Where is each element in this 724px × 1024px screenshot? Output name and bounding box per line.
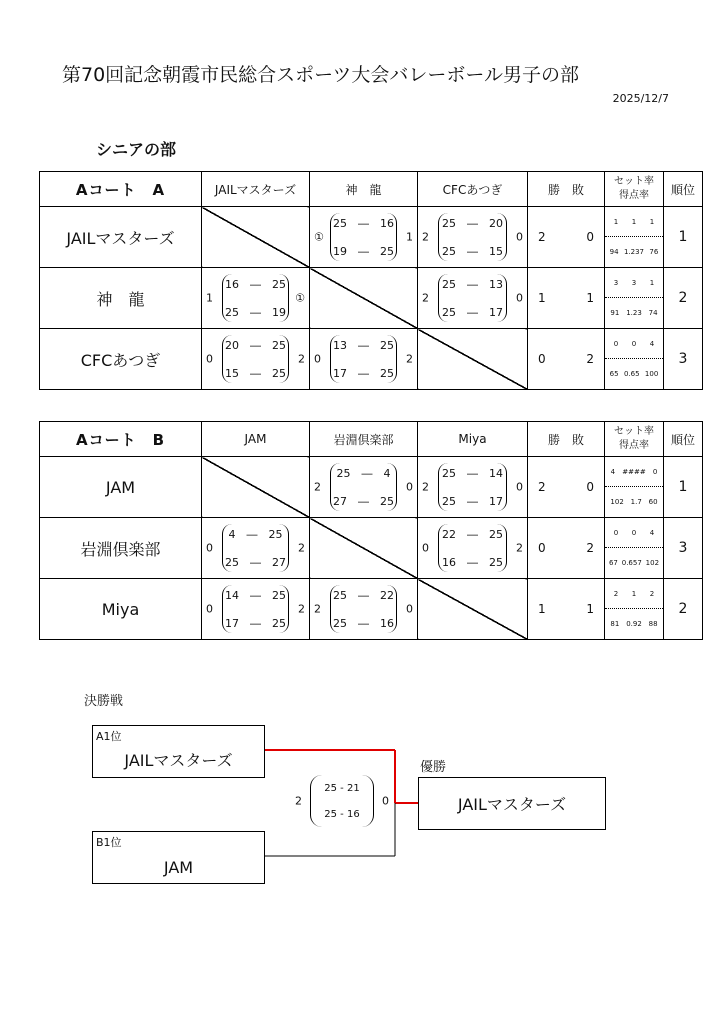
- row-team-name: JAM: [40, 457, 202, 518]
- set-score-1: 22 ― 25: [442, 528, 503, 541]
- losses: 2: [586, 541, 594, 555]
- losses: 1: [586, 602, 594, 616]
- sets-won-right: 0: [516, 480, 523, 494]
- point-rate-value: 88: [648, 620, 658, 628]
- set-score-1: 4 ― 25: [228, 528, 283, 541]
- set-rate-value: ####: [622, 467, 646, 476]
- final-score-right: 0: [382, 794, 389, 808]
- final-a-label: A1位: [96, 730, 122, 743]
- point-rate-value: 0.92: [626, 620, 642, 628]
- rank: 3: [664, 329, 703, 390]
- row-team-name: CFCあつぎ: [40, 329, 202, 390]
- sets-won-right: 2: [298, 352, 305, 366]
- set-score-1: 25 ― 4: [336, 467, 391, 480]
- set-score-1: 16 ― 25: [225, 278, 286, 291]
- column-header-rank: 順位: [664, 422, 703, 457]
- sets-won-right: 0: [516, 291, 523, 305]
- column-header-rank: 順位: [664, 172, 703, 207]
- date: 2025/12/7: [612, 92, 669, 105]
- sets-won-right: 2: [406, 352, 413, 366]
- sets-won-left: 2: [314, 480, 321, 494]
- rank: 1: [664, 457, 703, 518]
- point-rate-value: 91: [610, 309, 620, 317]
- sets-won-left: 1: [206, 291, 213, 305]
- sets-won-right: ①: [295, 291, 305, 305]
- set-rate-value: 2: [613, 589, 619, 598]
- column-header-wins-losses: 勝 敗: [528, 422, 605, 457]
- point-rate-label: 得点率: [619, 190, 649, 201]
- set-rate-value: 0: [613, 339, 619, 348]
- set-rate-label: セット率: [614, 176, 654, 187]
- set-rate-value: 1: [631, 217, 637, 226]
- set-rate-value: 4: [610, 467, 616, 476]
- column-header-team: Miya: [418, 422, 528, 457]
- court-label: Aコート A: [40, 172, 202, 207]
- point-rate-value: 60: [648, 498, 658, 506]
- sets-won-right: 1: [406, 230, 413, 244]
- point-rate-value: 81: [610, 620, 620, 628]
- set-score-2: 25 ― 19: [225, 306, 286, 319]
- losses: 2: [586, 352, 594, 366]
- sets-won-left: 0: [206, 352, 213, 366]
- section-title: シニアの部: [96, 140, 177, 159]
- wins: 1: [538, 602, 546, 616]
- set-score-1: 20 ― 25: [225, 339, 286, 352]
- point-rate-value: 94: [609, 248, 619, 256]
- set-rate-value: 0: [613, 528, 619, 537]
- point-rate-value: 1.7: [630, 498, 642, 506]
- set-rate-value: 1: [631, 589, 637, 598]
- sets-won-right: 0: [406, 480, 413, 494]
- sets-won-right: 2: [298, 602, 305, 616]
- set-rate-label: セット率: [614, 426, 654, 437]
- wins: 2: [538, 230, 546, 244]
- rank: 3: [664, 518, 703, 579]
- set-rate-value: 0: [631, 528, 637, 537]
- column-header-team: JAM: [202, 422, 310, 457]
- final-team-b-box: [92, 831, 265, 884]
- sets-won-left: 2: [422, 291, 429, 305]
- sets-won-right: 0: [406, 602, 413, 616]
- final-match-score: [290, 775, 394, 827]
- point-rate-label: 得点率: [619, 440, 649, 451]
- set-score-1: 14 ― 25: [225, 589, 286, 602]
- column-header-team: CFCあつぎ: [418, 172, 528, 207]
- set-rate-value: 2: [649, 589, 655, 598]
- point-rate-value: 102: [645, 559, 660, 567]
- set-rate-value: 3: [631, 278, 637, 287]
- sets-won-left: 2: [422, 230, 429, 244]
- set-score-1: 25 ― 14: [442, 467, 503, 480]
- rank: 2: [664, 579, 703, 640]
- set-score-2: 16 ― 25: [442, 556, 503, 569]
- wins: 0: [538, 541, 546, 555]
- final-score-left: 2: [295, 794, 302, 808]
- court-label: Aコート B: [40, 422, 202, 457]
- set-score-2: 19 ― 25: [333, 245, 394, 258]
- point-rate-value: 1.23: [626, 309, 642, 317]
- column-header-team: JAILマスターズ: [202, 172, 310, 207]
- set-rate-value: 4: [649, 339, 655, 348]
- set-score-2: 25 ― 16: [333, 617, 394, 630]
- sets-won-left: 0: [422, 541, 429, 555]
- set-rate-value: 1: [613, 217, 619, 226]
- final-b-label: B1位: [96, 836, 122, 849]
- set-rate-value: 3: [613, 278, 619, 287]
- point-rate-value: 76: [649, 248, 659, 256]
- losses: 0: [586, 480, 594, 494]
- rank: 1: [664, 207, 703, 268]
- column-header-wins-losses: 勝 敗: [528, 172, 605, 207]
- set-rate-value: 1: [649, 278, 655, 287]
- set-score-2: 25 ― 17: [442, 306, 503, 319]
- final-title: 決勝戦: [84, 694, 124, 709]
- sets-won-right: 2: [298, 541, 305, 555]
- set-score-2: 25 ― 27: [225, 556, 286, 569]
- rank: 2: [664, 268, 703, 329]
- set-score-1: 25 ― 20: [442, 217, 503, 230]
- final-team-a-box: [92, 725, 265, 778]
- set-rate-value: 0: [652, 467, 658, 476]
- point-rate-value: 67: [608, 559, 618, 567]
- row-team-name: 岩淵倶楽部: [40, 518, 202, 579]
- row-team-name: JAILマスターズ: [40, 207, 202, 268]
- point-rate-value: 74: [648, 309, 658, 317]
- point-rate-value: 100: [644, 370, 659, 378]
- set-score-1: 25 ― 16: [333, 217, 394, 230]
- set-rate-value: 1: [649, 217, 655, 226]
- wins: 2: [538, 480, 546, 494]
- page-title: 第70回記念朝霞市民総合スポーツ大会バレーボール男子の部: [62, 64, 580, 86]
- final-a-team: JAILマスターズ: [124, 751, 233, 770]
- final-set-1: 25 - 21: [324, 783, 360, 794]
- sets-won-left: 0: [314, 352, 321, 366]
- set-score-2: 17 ― 25: [225, 617, 286, 630]
- sets-won-left: 2: [422, 480, 429, 494]
- set-score-2: 15 ― 25: [225, 367, 286, 380]
- point-rate-value: 65: [609, 370, 619, 378]
- set-score-2: 25 ― 15: [442, 245, 503, 258]
- set-score-1: 25 ― 22: [333, 589, 394, 602]
- sets-won-left: 0: [206, 541, 213, 555]
- column-header-team: 岩淵倶楽部: [310, 422, 418, 457]
- losses: 1: [586, 291, 594, 305]
- sets-won-right: 2: [516, 541, 523, 555]
- sets-won-left: 0: [206, 602, 213, 616]
- set-rate-value: 4: [649, 528, 655, 537]
- point-rate-value: 0.65: [623, 370, 640, 378]
- point-rate-value: 1.237: [623, 248, 644, 256]
- set-score-2: 27 ― 25: [333, 495, 394, 508]
- wins: 0: [538, 352, 546, 366]
- sets-won-left: 2: [314, 602, 321, 616]
- column-header-team: 神 龍: [310, 172, 418, 207]
- point-rate-value: 102: [610, 498, 624, 506]
- final-b-team: JAM: [163, 858, 194, 877]
- final-bracket: [310, 775, 374, 827]
- losses: 0: [586, 230, 594, 244]
- set-score-2: 17 ― 25: [333, 367, 394, 380]
- sets-won-right: 0: [516, 230, 523, 244]
- set-rate-value: 0: [631, 339, 637, 348]
- winner-label: 優勝: [420, 760, 447, 775]
- point-rate-value: 0.657: [621, 559, 642, 567]
- row-team-name: Miya: [40, 579, 202, 640]
- winner-box: JAILマスターズ: [418, 777, 606, 830]
- set-score-2: 25 ― 17: [442, 495, 503, 508]
- set-score-1: 25 ― 13: [442, 278, 503, 291]
- sets-won-left: ①: [314, 230, 324, 244]
- final-set-2: 25 - 16: [324, 809, 360, 820]
- set-score-1: 13 ― 25: [333, 339, 394, 352]
- row-team-name: 神 龍: [40, 268, 202, 329]
- wins: 1: [538, 291, 546, 305]
